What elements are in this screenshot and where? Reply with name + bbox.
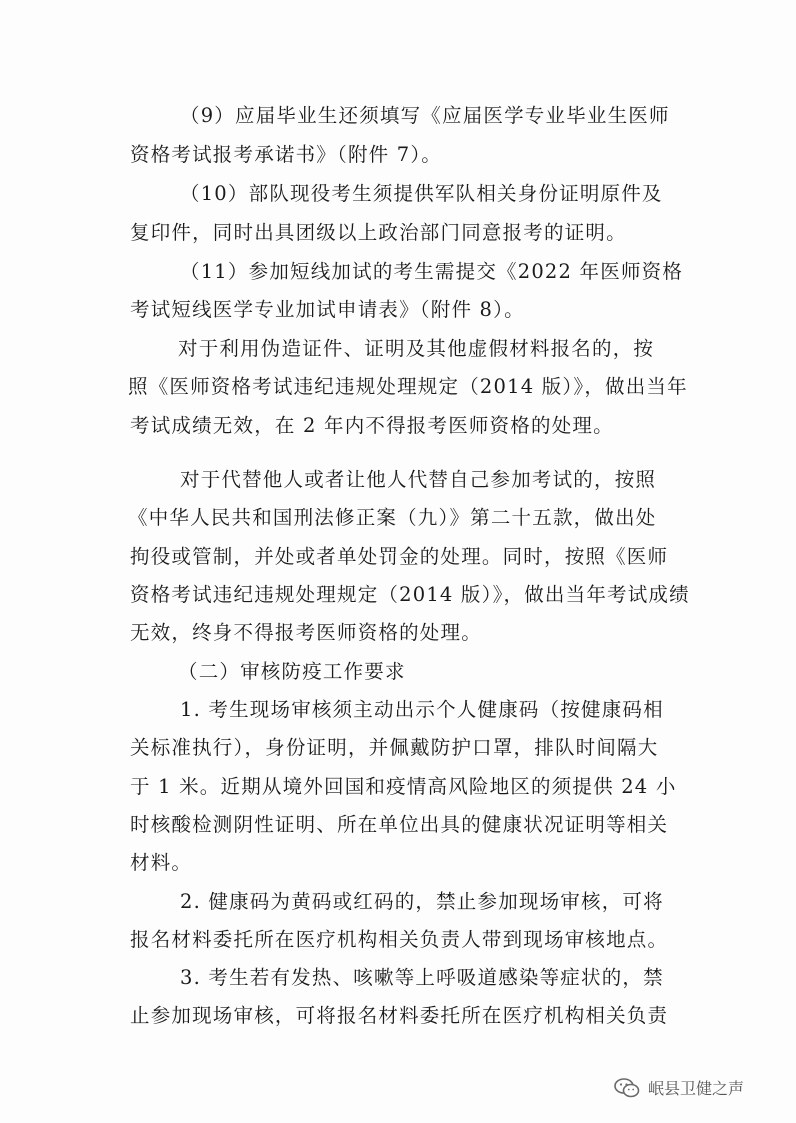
text-line-10: 对于代替他人或者让他人代替自己参加考试的，按照 [180, 468, 657, 491]
text-line-11: 《中华人民共和国刑法修正案（九）》第二十五款，做出处 [128, 506, 657, 529]
text-line-7: 对于利用伪造证件、证明及其他虚假材料报名的，按 [178, 337, 655, 360]
text-line-6: 考试短线医学专业加试申请表》（附件 8）。 [130, 298, 525, 321]
text-line-12: 拘役或管制，并处或者单处罚金的处理。同时，按照《医师 [130, 545, 669, 568]
section-heading: （二）审核防疫工作要求 [178, 660, 406, 683]
text-line-2: 资格考试报考承诺书》（附件 7）。 [130, 143, 443, 166]
text-line-17: 关标准执行），身份证明，并佩戴防护口罩，排队时间隔大 [130, 736, 659, 759]
text-line-3: （10）部队现役考生须提供军队相关身份证明原件及 [180, 182, 663, 205]
text-line-22: 报名材料委托所在医疗机构相关负责人带到现场审核地点。 [130, 928, 669, 951]
text-line-23: 3. 考生若有发热、咳嗽等上呼吸道感染等症状的，禁 [180, 966, 664, 989]
watermark [614, 1076, 744, 1099]
text-line-13: 资格考试违纪违规处理规定（2014 版）》，做出当年考试成绩 [130, 583, 690, 606]
text-line-21: 2. 健康码为黄码或红码的，禁止参加现场审核，可将 [180, 890, 664, 913]
text-line-9: 考试成绩无效，在 2 年内不得报考医师资格的处理。 [130, 414, 614, 437]
text-line-19: 时核酸检测阴性证明、所在单位出具的健康状况证明等相关 [130, 813, 669, 836]
text-line-18: 于 1 米。近期从境外回国和疫情高风险地区的须提供 24 小 [130, 775, 677, 798]
text-line-1: （9）应届毕业生还须填写《应届医学专业毕业生医师 [180, 104, 670, 127]
text-line-24: 止参加现场审核，可将报名材料委托所在医疗机构相关负责 [130, 1004, 669, 1027]
wechat-icon [614, 1078, 640, 1098]
text-line-14: 无效，终身不得报考医师资格的处理。 [130, 621, 482, 644]
watermark-text: 岷县卫健之声 [648, 1079, 745, 1098]
text-line-5: （11）参加短线加试的考生需提交《2022 年医师资格 [180, 260, 684, 283]
text-line-4: 复印件，同时出具团级以上政治部门同意报考的证明。 [130, 221, 627, 244]
text-line-20: 材料。 [130, 851, 193, 874]
text-line-16: 1. 考生现场审核须主动出示个人健康码（按健康码相 [180, 698, 664, 721]
text-line-8: 照《医师资格考试违纪违规处理规定（2014 版）》，做出当年 [128, 375, 688, 398]
